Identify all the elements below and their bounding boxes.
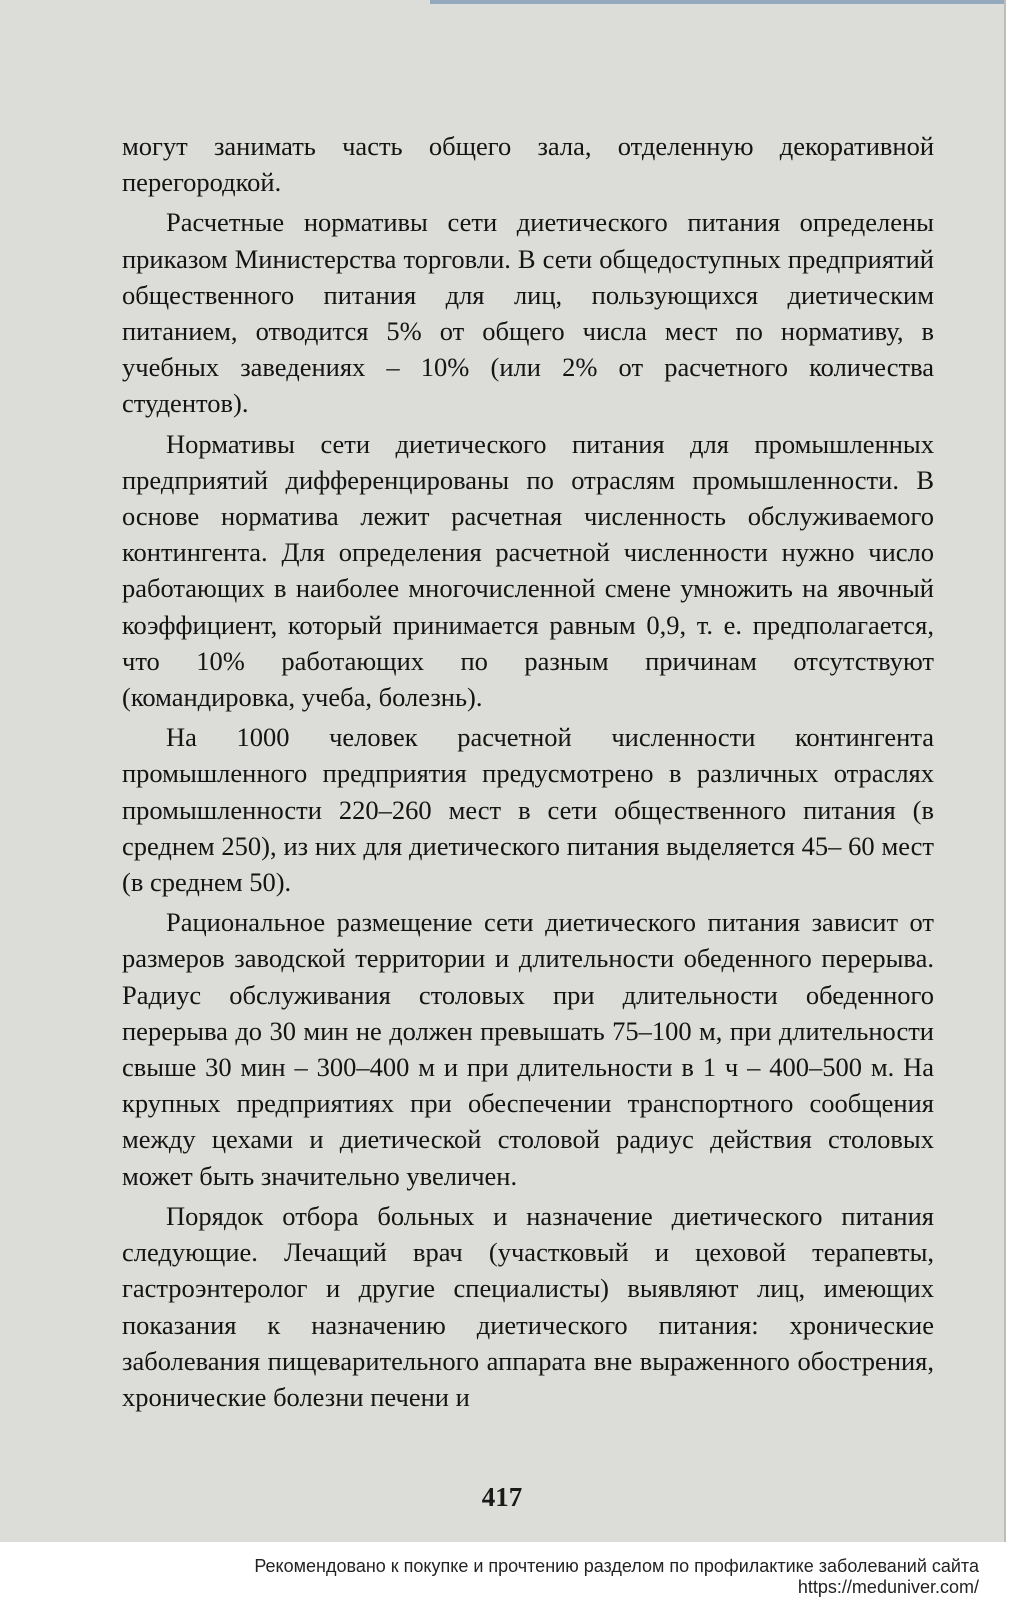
paragraph-norms-industrial: Нормативы сети диетического питания для промышленных предприятий дифференцированы по отраслям промышленности. В основе норматива лежит расчетная численность обслуживаемого контингента. Для определения расчетной численности нужно число работающих в наиболее многочисленной смене умножить на явочный коэффициент, который принимается равным 0,9, т. е. предполагается, что 10% работающих по разным причинам отсутствуют (командировка, учеба, болезнь).: [122, 428, 934, 713]
scan-edge-strip: [430, 0, 1004, 4]
recommendation-footer: Рекомендовано к покупке и прочтению разделом по профилактике заболеваний сайта https://meduniver.com/: [254, 1556, 979, 1597]
paragraph-continuation: могут занимать часть общего зала, отделенную декоративной перегородкой.: [122, 131, 934, 198]
paragraph-norms-general: Расчетные нормативы сети диетического питания определены приказом Министерства торговли. В сети общедоступных предприятий общественного питания для лиц, пользующихся диетическим питанием, отводится 5% от общего числа мест по нормативу, в учебных заведениях – 10% (или 2% от расчетного количества студентов).: [122, 207, 934, 419]
body-text: [122, 128, 934, 1419]
paragraph-places-per-1000: На 1000 человек расчетной численности контингента промышленного предприятия предусмотрено в различных отраслях промышленности 220–260 мест в сети общественного питания (в среднем 250), из них для диетического питания выделяется 45– 60 мест (в среднем 50).: [122, 722, 934, 898]
paragraph-placement: Рациональное размещение сети диетического питания зависит от размеров заводской территории и длительности обеденного перерыва. Радиус обслуживания столовых при длительности обеденного перерыва до 30 мин не должен превышать 75–100 м, при длительности свыше 30 мин – 300–400 м и при длительности в 1 ч – 400–500 м. На крупных предприятиях при обеспечении транспортного сообщения между цехами и диетической столовой радиус действия столовых может быть значительно увеличен.: [122, 907, 934, 1191]
paragraph-selection-order: Порядок отбора больных и назначение диетического питания следующие. Лечащий врач (участковый и цеховой терапевты, гастроэнтеролог и другие специалисты) выявляют лиц, имеющих показания к назначению диетического питания: хронические заболевания пищеварительного аппарата вне выраженного обострения, хронические болезни печени и: [122, 1200, 934, 1412]
page-number: 417: [481, 1482, 523, 1512]
